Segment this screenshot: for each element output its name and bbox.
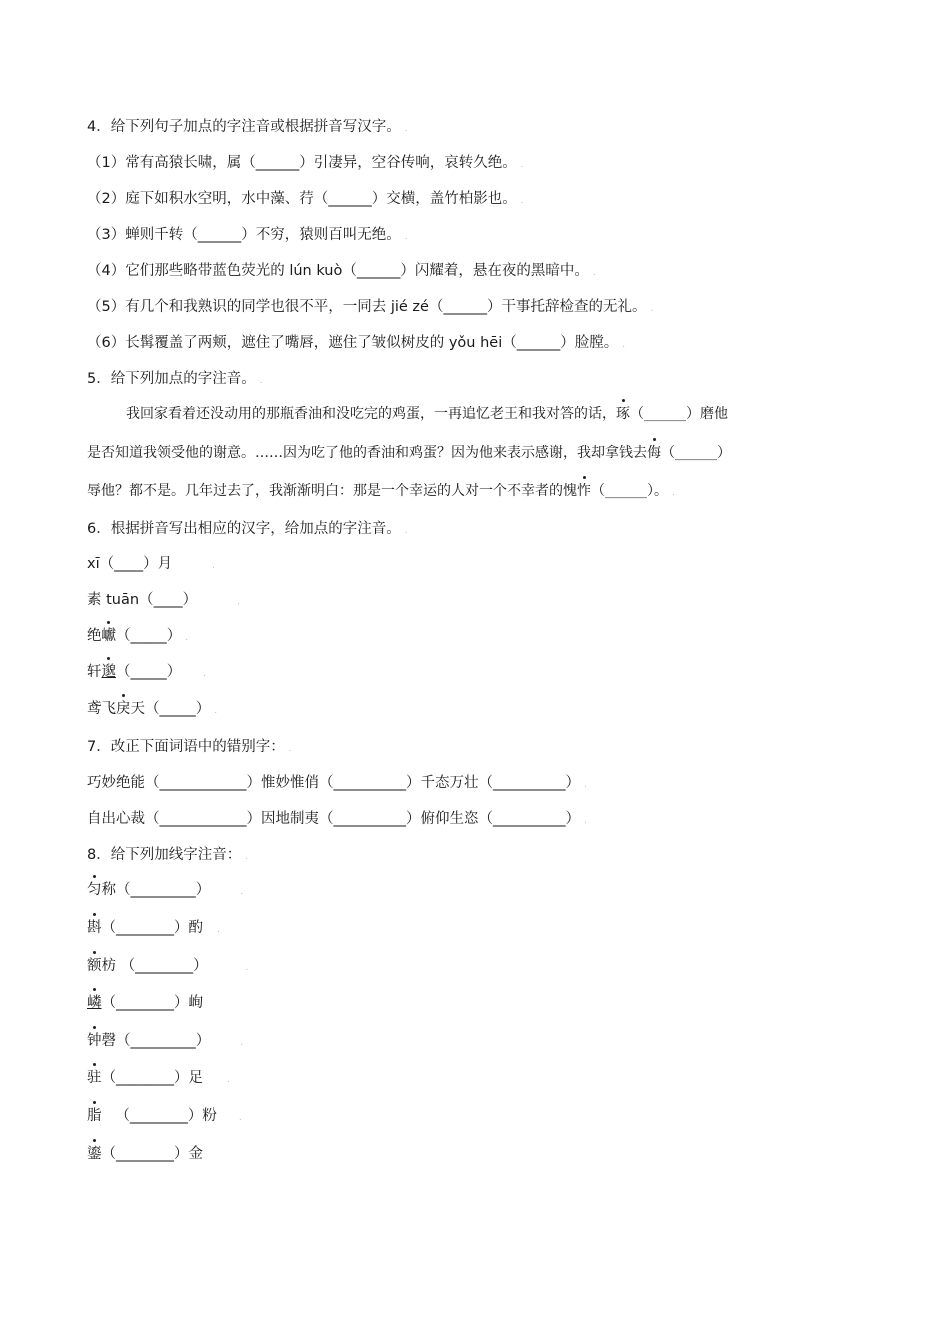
q4-title: 4．给下列句子加点的字注音或根据拼音写汉字。 . [87, 119, 408, 135]
q6-item-5: 鸢飞戾天（_____） . [87, 701, 218, 717]
q8-item-3: 额枋 （________） . [87, 958, 249, 974]
q7-row-2: 自出心裁（____________）因地制夷（__________）俯仰生恣（__________） . [87, 811, 587, 827]
dotted-char: 脂 [87, 1108, 102, 1124]
q6-item-4: 轩邈（_____） . [87, 664, 207, 680]
dotted-char: 琢 [616, 406, 630, 422]
q4-item-1: （1）常有高猿长啸，属（______）引凄异，空谷传响，哀转久绝。 . [87, 155, 524, 171]
q8-item-6: 驻（________）足 . [87, 1070, 230, 1086]
q4-item-2: （2）庭下如积水空明，水中藻、荇（______）交横，盖竹柏影也。 . [87, 191, 524, 207]
q8-item-7: 脂 （________）粉 . [87, 1108, 242, 1124]
q8-title: 8．给下列加线字注音： . [87, 847, 249, 863]
dotted-char: 侮 [647, 445, 661, 461]
q4-item-3: （3）蝉则千转（______）不穷，猿则百叫无绝。 . [87, 227, 408, 243]
q8-item-5: 钟磬（_________） . [87, 1033, 244, 1049]
dotted-char: 匀 [87, 882, 102, 898]
dotted-char: 巘 [101, 628, 116, 644]
q4-item-5: （5）有几个和我熟识的同学也很不平，一同去 jié zé（______）干事托辞检查的无礼。 . [87, 299, 654, 315]
q5-passage-line-3: 辱他？都不是。几年过去了，我渐渐明白：那是一个幸运的人对一个不幸者的愧怍（______）。 . [87, 483, 675, 499]
dotted-char: 额 [87, 958, 102, 974]
q7-row-1: 巧妙绝能（____________）惟妙惟俏（__________）千态万壮（__________） . [87, 775, 587, 791]
q6-item-2: 素 tuān（____） . [87, 592, 240, 608]
dotted-char: 驻 [87, 1070, 102, 1086]
dotted-char: 斟 [87, 920, 102, 936]
q5-passage-line-2: 是否知道我领受他的谢意。……因为吃了他的香油和鸡蛋？因为他来表示感谢，我却拿钱去侮（______） [87, 445, 731, 461]
q4-item-4: （4）它们那些略带蓝色荧光的 lún kuò（______）闪耀着，悬在夜的黑暗中。 . [87, 263, 596, 279]
dotted-char: 鎏 [87, 1146, 102, 1162]
q6-item-1: xī（____）月 . [87, 556, 215, 572]
q4-item-6: （6）长髯覆盖了两颊，遮住了嘴唇，遮住了皱似树皮的 yǒu hēi（______）脸膛。 . [87, 335, 626, 351]
q8-item-1: 匀称（_________） . [87, 882, 244, 898]
q8-item-4: 嶙（________）峋 [87, 995, 203, 1011]
q8-item-2: 斟（________）酌 . [87, 920, 220, 936]
dotted-char: 邈 [101, 664, 116, 680]
q5-passage-line-1: 我回家看着还没动用的那瓶香油和没吃完的鸡蛋，一再追忆老王和我对答的话，琢（______）磨他 [126, 406, 728, 422]
dotted-char: 戾 [116, 701, 131, 717]
q7-title: 7．改正下面词语中的错别字： . [87, 739, 292, 755]
q5-title: 5．给下列加点的字注音。 . [87, 371, 263, 387]
dotted-char: 嶙 [87, 995, 102, 1011]
q6-item-3: 绝巘（_____） . [87, 628, 189, 644]
q8-item-8: 鎏（________）金 [87, 1146, 203, 1162]
dotted-char: 怍 [577, 483, 591, 499]
dotted-char: 钟 [87, 1033, 102, 1049]
q6-title: 6．根据拼音写出相应的汉字，给加点的字注音。 . [87, 521, 408, 537]
